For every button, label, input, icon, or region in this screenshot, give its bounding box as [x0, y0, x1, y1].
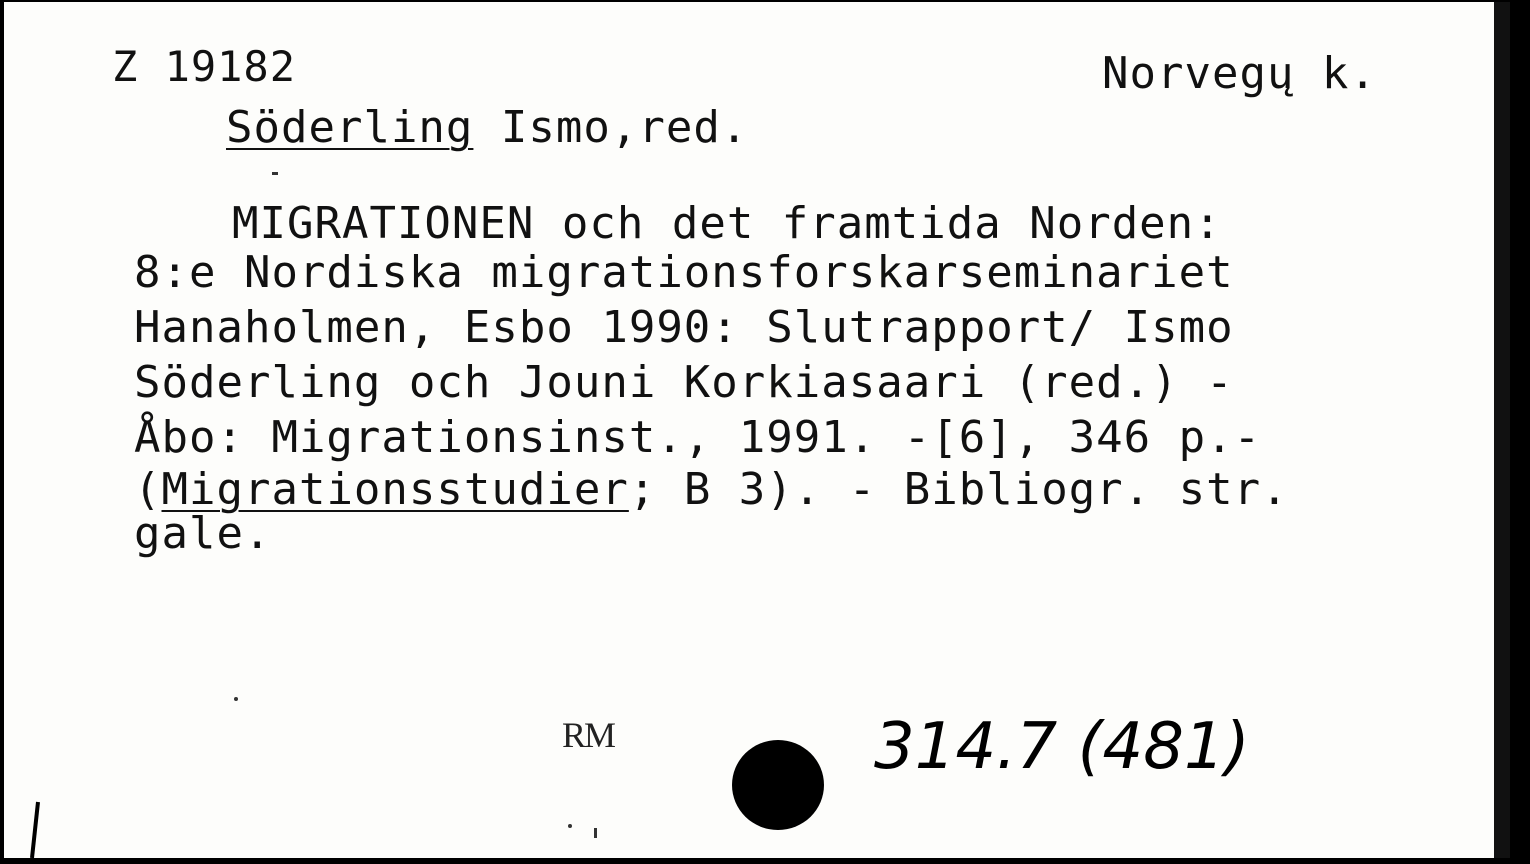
speck — [568, 824, 572, 828]
speck — [594, 828, 597, 838]
catalog-card — [4, 2, 1510, 858]
classification-number: 314.7 (481) — [874, 710, 1250, 784]
body-line-3: Hanaholmen, Esbo 1990: Slutrapport/ Ismo — [134, 302, 1234, 353]
author-surname: Söderling — [226, 102, 474, 153]
series-rest: ; B 3). - Bibliogr. str. — [628, 464, 1289, 515]
card-marks — [4, 2, 1494, 858]
body-line-1: MIGRATIONEN och det framtida Norden: — [232, 198, 1222, 249]
call-number: Z 19182 — [112, 42, 297, 91]
collection-label: Norvegų k. — [1102, 48, 1377, 99]
final-line: gale. — [134, 508, 272, 559]
body-line-5: Åbo: Migrationsinst., 1991. -[6], 346 p.- — [134, 412, 1262, 463]
pencil-stroke — [32, 802, 38, 858]
speck — [234, 697, 238, 701]
series-open: ( — [134, 464, 162, 515]
rm-stamp: RM — [562, 715, 615, 755]
body-line-2: 8:e Nordiska migrationsforskarseminariet — [134, 247, 1234, 298]
author-rest: Ismo,red. — [473, 102, 749, 153]
speck — [272, 172, 278, 175]
body-line-4: Söderling och Jouni Korkiasaari (red.) - — [134, 357, 1234, 408]
series-title: Migrationsstudier — [161, 464, 629, 515]
